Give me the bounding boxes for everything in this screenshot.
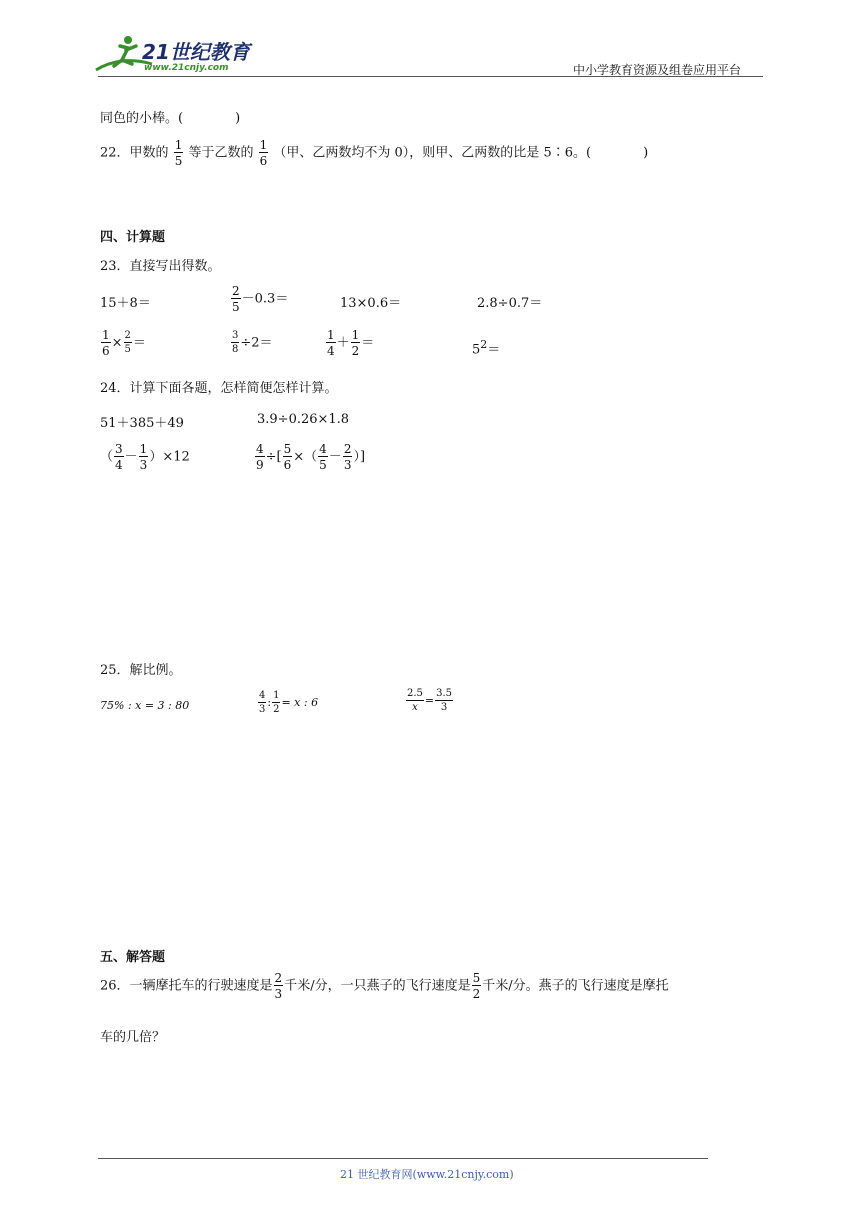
q25-b-fraction-2 <box>272 691 280 715</box>
q23-e-f2-den: 5 <box>124 344 131 355</box>
q24-d-fraction-4 <box>343 443 353 471</box>
q24-c-open: （ <box>100 449 114 465</box>
q23-f-fraction <box>231 331 239 355</box>
q23-e-fraction-1 <box>101 329 111 357</box>
logo-text: 21世纪教育 <box>142 40 250 64</box>
q23-f-rest: ÷2＝ <box>240 335 273 351</box>
q23-item-e <box>100 329 146 357</box>
q26-fraction-2 <box>472 972 482 1000</box>
q23-title: 23．直接写出得数。 <box>100 259 221 274</box>
question-26-line-2: 车的几倍？ <box>100 1030 166 1045</box>
q24-d-fraction-3 <box>318 443 328 471</box>
q24-item-d <box>254 443 365 471</box>
footer-link[interactable]: 21 世纪教育网(www.21cnjy.com) <box>340 1168 514 1181</box>
q24-d-f2-num: 5 <box>283 442 292 456</box>
q22-mid: 等于乙数的 <box>188 145 254 161</box>
q23-g-f1-num: 1 <box>327 328 335 342</box>
q23-h-eq: ＝ <box>487 342 501 358</box>
q22-close: ) <box>643 145 649 161</box>
q24-c-op: － <box>124 449 138 465</box>
q25-item-b <box>257 691 318 715</box>
question-26-line-1 <box>100 972 669 1000</box>
q22-f2-den: 6 <box>259 154 268 168</box>
q23-item-h <box>472 338 500 357</box>
q23-f-num: 3 <box>232 330 239 341</box>
q24-d-f1-den: 9 <box>256 458 264 472</box>
q24-d-f3-num: 4 <box>319 442 327 456</box>
q25-c-fraction-2 <box>435 689 453 713</box>
q23-b-fraction <box>231 285 241 313</box>
q24-c-close: ）×12 <box>149 449 190 465</box>
q24-d-op: － <box>328 449 342 465</box>
q24-item-c <box>100 443 190 471</box>
q23-item-b <box>230 285 288 313</box>
q23-e-f1-num: 1 <box>102 328 110 342</box>
q24-d-f4-num: 2 <box>343 442 352 456</box>
q22-f2-num: 1 <box>259 138 268 152</box>
q22-f1-num: 1 <box>174 138 183 152</box>
q26-fraction-1 <box>274 972 284 1000</box>
q22-f1-den: 5 <box>174 154 183 168</box>
q24-c-f2-den: 3 <box>139 458 148 472</box>
q25-c-f2-den: 3 <box>440 702 448 713</box>
q23-e-f2-num: 2 <box>124 330 131 341</box>
q24-c-fraction-1 <box>114 443 124 471</box>
q25-title: 25．解比例。 <box>100 663 182 678</box>
q25-b-fraction-1 <box>258 691 266 715</box>
q25-b-f1-den: 3 <box>259 704 266 715</box>
q23-b-num: 2 <box>232 284 240 298</box>
logo-url: www.21cnjy.com <box>144 63 229 73</box>
section-4-title: 四、计算题 <box>100 230 166 245</box>
q23-item-g <box>325 329 374 357</box>
q26-f1-num: 2 <box>274 971 283 985</box>
q24-c-f1-num: 3 <box>115 442 123 456</box>
header-divider <box>98 76 763 77</box>
q25-c-f2-num: 3.5 <box>436 688 453 699</box>
q26-part-a: 26．一辆摩托车的行驶速度是 <box>100 978 273 994</box>
q21-text: 同色的小棒。( <box>100 111 184 126</box>
q25-b-rest: = x : 6 <box>281 696 319 709</box>
q24-c-fraction-2 <box>139 443 149 471</box>
q24-d-fraction-2 <box>283 443 293 471</box>
q23-b-rest: －0.3＝ <box>241 291 289 307</box>
footer-divider <box>98 1158 708 1159</box>
q24-c-f2-num: 1 <box>139 442 148 456</box>
q24-c-f1-den: 4 <box>115 458 123 472</box>
site-logo <box>92 30 262 80</box>
q21-close: ) <box>235 111 241 126</box>
q26-part-b: 千米/分，一只燕子的飞行速度是 <box>284 978 471 994</box>
q25-c-fraction-1 <box>406 689 424 713</box>
q23-h-exp: 2 <box>480 338 488 351</box>
q25-item-a: 75% : x = 3 : 80 <box>100 699 190 712</box>
q25-b-f2-num: 1 <box>273 690 280 701</box>
q26-f2-num: 5 <box>472 971 481 985</box>
q24-item-b: 3.9÷0.26×1.8 <box>257 412 350 427</box>
q23-e-fraction-2 <box>124 331 132 355</box>
q24-d-f1-num: 4 <box>256 442 264 456</box>
q24-d-close: ）] <box>353 449 366 465</box>
q24-item-a: 51＋385＋49 <box>100 416 184 431</box>
q25-b-colon: : <box>267 696 272 709</box>
section-5-title: 五、解答题 <box>100 950 166 965</box>
q26-f2-den: 2 <box>472 987 481 1001</box>
q23-g-fraction-2 <box>351 329 361 357</box>
q24-title: 24．计算下面各题，怎样简便怎样计算。 <box>100 381 338 396</box>
q24-d-fraction-1 <box>255 443 265 471</box>
q22-fraction-2 <box>259 139 269 167</box>
header-platform-text: 中小学教育资源及组卷应用平台 <box>573 63 742 77</box>
q26-part-c: 千米/分。燕子的飞行速度是摩托 <box>482 978 669 994</box>
q23-f-den: 8 <box>232 344 239 355</box>
q24-d-f2-den: 6 <box>283 458 292 472</box>
q25-c-f1-den: x <box>412 702 418 713</box>
question-22 <box>100 139 648 167</box>
q23-g-f2-num: 1 <box>351 328 360 342</box>
q24-d-f3-den: 5 <box>319 458 327 472</box>
q24-d-f4-den: 3 <box>343 458 352 472</box>
q24-d-mul: ×（ <box>293 449 318 465</box>
q25-b-f1-num: 4 <box>259 690 266 701</box>
q25-item-c <box>405 689 454 713</box>
q22-prefix: 22．甲数的 <box>100 145 169 161</box>
q21-tail <box>100 107 240 126</box>
q22-fraction-1 <box>174 139 184 167</box>
q23-item-d: 2.8÷0.7＝ <box>477 296 543 311</box>
q23-g-fraction-1 <box>326 329 336 357</box>
q25-b-f2-den: 2 <box>273 704 280 715</box>
q22-suffix: （甲、乙两数均不为 0），则甲、乙两数的比是 5∶6。( <box>273 145 592 161</box>
q23-item-f <box>230 331 273 355</box>
q23-e-eq: ＝ <box>132 335 146 351</box>
q23-g-f2-den: 2 <box>351 344 360 358</box>
q26-f1-den: 3 <box>274 987 283 1001</box>
q23-e-op: × <box>111 335 123 351</box>
q23-g-eq: ＝ <box>361 335 375 351</box>
q23-h-base: 5 <box>472 342 481 358</box>
q23-g-f1-den: 4 <box>327 344 335 358</box>
q24-d-div: ÷[ <box>265 449 282 465</box>
q25-c-eq: = <box>424 694 435 707</box>
q25-c-f1-num: 2.5 <box>407 688 423 699</box>
q23-item-c: 13×0.6＝ <box>340 296 402 311</box>
q23-item-a: 15＋8＝ <box>100 296 151 311</box>
q23-b-den: 5 <box>232 300 240 314</box>
q23-e-f1-den: 6 <box>102 344 110 358</box>
q23-g-op: ＋ <box>336 335 350 351</box>
